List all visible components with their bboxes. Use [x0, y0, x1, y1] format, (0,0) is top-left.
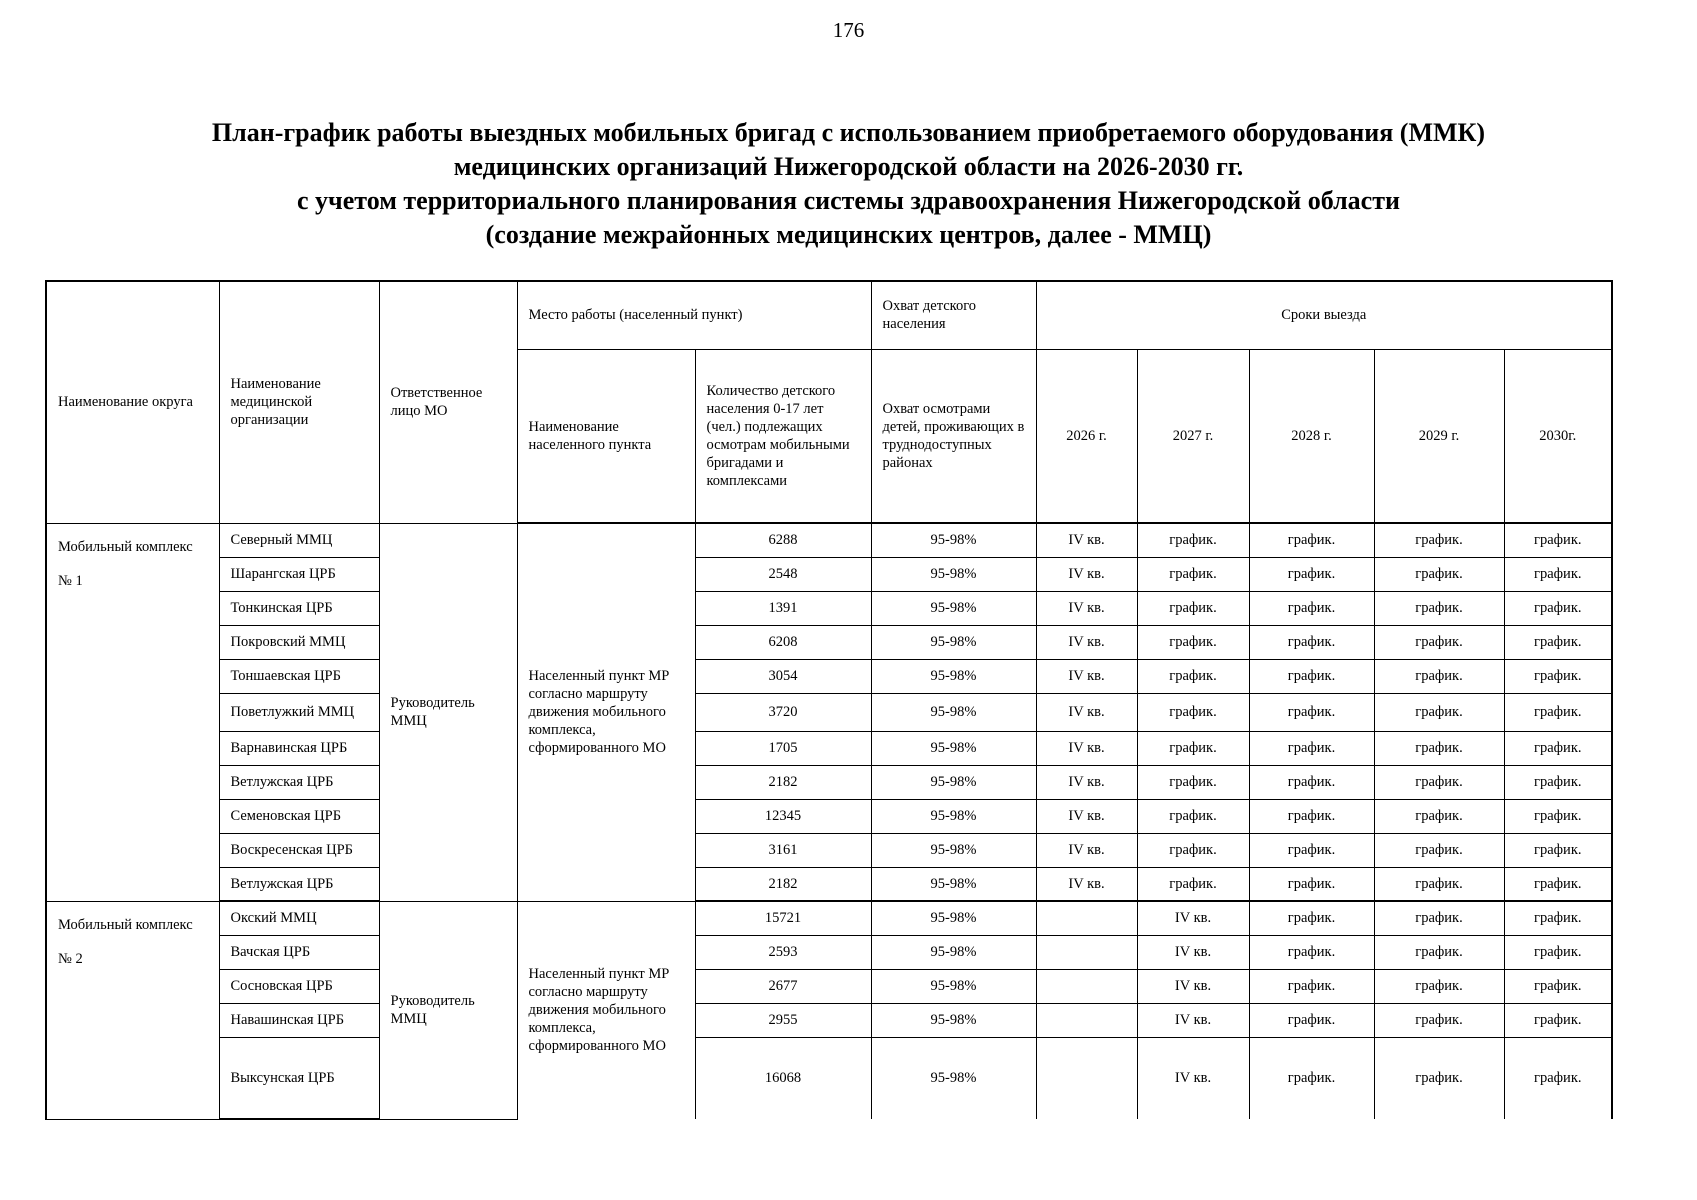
schedule-cell-2029: график.	[1374, 557, 1504, 591]
children-count-cell: 6288	[695, 523, 871, 557]
schedule-cell-2027: график.	[1137, 523, 1249, 557]
schedule-cell-2029: график.	[1374, 591, 1504, 625]
schedule-cell-2027: график.	[1137, 625, 1249, 659]
schedule-cell-2030: график.	[1504, 799, 1612, 833]
title-line-2: медицинских организаций Нижегородской области на 2026-2030 гг.	[453, 152, 1244, 181]
schedule-cell-2029: график.	[1374, 765, 1504, 799]
children-count-cell: 2677	[695, 969, 871, 1003]
header-workplace-group: Место работы (населенный пункт)	[517, 281, 871, 349]
schedule-cell-2027: график.	[1137, 867, 1249, 901]
schedule-cell-2030: график.	[1504, 901, 1612, 935]
schedule-cell-2028: график.	[1249, 867, 1374, 901]
header-dates-group: Сроки выезда	[1036, 281, 1612, 349]
schedule-cell-2027: график.	[1137, 659, 1249, 693]
coverage-cell: 95-98%	[871, 731, 1036, 765]
schedule-cell-2027: IV кв.	[1137, 935, 1249, 969]
children-count-cell: 1705	[695, 731, 871, 765]
coverage-cell: 95-98%	[871, 693, 1036, 731]
children-count-cell: 2593	[695, 935, 871, 969]
schedule-cell-2026: IV кв.	[1036, 659, 1137, 693]
schedule-cell-2028: график.	[1249, 799, 1374, 833]
page-number: 176	[832, 18, 865, 42]
schedule-cell-2027: график.	[1137, 765, 1249, 799]
title-line-1: План-график работы выездных мобильных бригад с использованием приобретаемого оборудования (ММК)	[211, 118, 1486, 147]
table-row	[46, 1003, 1612, 1037]
schedule-cell-2027: IV кв.	[1137, 901, 1249, 935]
header-year-2029: 2029 г.	[1374, 349, 1504, 523]
coverage-cell: 95-98%	[871, 625, 1036, 659]
children-count-cell: 2182	[695, 867, 871, 901]
schedule-cell-2026: IV кв.	[1036, 799, 1137, 833]
coverage-cell: 95-98%	[871, 799, 1036, 833]
organization-cell: Ветлужская ЦРБ	[219, 867, 379, 901]
schedule-cell-2030: график.	[1504, 867, 1612, 901]
schedule-cell-2029: график.	[1374, 901, 1504, 935]
schedule-cell-2028: график.	[1249, 625, 1374, 659]
header-coverage-group: Охват детского населения	[871, 281, 1036, 349]
schedule-cell-2029: график.	[1374, 935, 1504, 969]
header-year-2026: 2026 г.	[1036, 349, 1137, 523]
coverage-cell: 95-98%	[871, 591, 1036, 625]
schedule-cell-2027: график.	[1137, 591, 1249, 625]
children-count-cell: 6208	[695, 625, 871, 659]
schedule-cell-2027: график.	[1137, 557, 1249, 591]
responsible-cell: Руководитель ММЦ	[379, 901, 517, 1119]
organization-cell: Варнавинская ЦРБ	[219, 731, 379, 765]
organization-cell: Тоншаевская ЦРБ	[219, 659, 379, 693]
schedule-cell-2028: график.	[1249, 1037, 1374, 1119]
organization-cell: Тонкинская ЦРБ	[219, 591, 379, 625]
coverage-cell: 95-98%	[871, 1037, 1036, 1119]
schedule-cell-2028: график.	[1249, 591, 1374, 625]
organization-cell: Навашинская ЦРБ	[219, 1003, 379, 1037]
schedule-cell-2030: график.	[1504, 693, 1612, 731]
schedule-cell-2029: график.	[1374, 659, 1504, 693]
coverage-cell: 95-98%	[871, 969, 1036, 1003]
organization-cell: Семеновская ЦРБ	[219, 799, 379, 833]
schedule-cell-2030: график.	[1504, 935, 1612, 969]
schedule-cell-2029: график.	[1374, 799, 1504, 833]
schedule-cell-2026	[1036, 901, 1137, 935]
children-count-cell: 2548	[695, 557, 871, 591]
table-row	[46, 799, 1612, 833]
schedule-cell-2030: график.	[1504, 591, 1612, 625]
schedule-cell-2030: график.	[1504, 523, 1612, 557]
header-coverage: Охват осмотрами детей, проживающих в труднодоступных районах	[871, 349, 1036, 523]
schedule-cell-2028: график.	[1249, 969, 1374, 1003]
schedule-cell-2026: IV кв.	[1036, 833, 1137, 867]
table-row	[46, 867, 1612, 901]
schedule-cell-2030: график.	[1504, 557, 1612, 591]
schedule-cell-2029: график.	[1374, 731, 1504, 765]
schedule-cell-2027: график.	[1137, 731, 1249, 765]
schedule-cell-2026	[1036, 1003, 1137, 1037]
schedule-cell-2029: график.	[1374, 1037, 1504, 1119]
header-year-2028: 2028 г.	[1249, 349, 1374, 523]
schedule-cell-2028: график.	[1249, 659, 1374, 693]
children-count-cell: 15721	[695, 901, 871, 935]
document-title	[0, 116, 1697, 252]
organization-cell: Ветлужская ЦРБ	[219, 765, 379, 799]
schedule-cell-2029: график.	[1374, 969, 1504, 1003]
table-row	[46, 731, 1612, 765]
title-line-4: (создание межрайонных медицинских центров, далее - ММЦ)	[485, 220, 1212, 249]
children-count-cell: 12345	[695, 799, 871, 833]
schedule-cell-2028: график.	[1249, 1003, 1374, 1037]
organization-cell: Поветлужкий ММЦ	[219, 693, 379, 731]
table-row	[46, 523, 1612, 557]
coverage-cell: 95-98%	[871, 867, 1036, 901]
schedule-cell-2026: IV кв.	[1036, 765, 1137, 799]
coverage-cell: 95-98%	[871, 1003, 1036, 1037]
coverage-cell: 95-98%	[871, 935, 1036, 969]
schedule-cell-2027: график.	[1137, 833, 1249, 867]
schedule-cell-2028: график.	[1249, 523, 1374, 557]
schedule-cell-2026: IV кв.	[1036, 625, 1137, 659]
district-cell: Мобильный комплекс № 1	[46, 523, 219, 901]
organization-cell: Выксунская ЦРБ	[219, 1037, 379, 1119]
children-count-cell: 16068	[695, 1037, 871, 1119]
table-row	[46, 969, 1612, 1003]
schedule-cell-2029: график.	[1374, 693, 1504, 731]
schedule-cell-2026	[1036, 1037, 1137, 1119]
schedule-cell-2028: график.	[1249, 557, 1374, 591]
schedule-cell-2030: график.	[1504, 625, 1612, 659]
schedule-cell-2029: график.	[1374, 625, 1504, 659]
schedule-table	[45, 280, 1613, 1120]
table-row	[46, 557, 1612, 591]
settlement-cell: Населенный пункт МР согласно маршруту движения мобильного комплекса, сформированного МО	[517, 523, 695, 901]
schedule-cell-2026: IV кв.	[1036, 591, 1137, 625]
organization-cell: Вачская ЦРБ	[219, 935, 379, 969]
schedule-cell-2028: график.	[1249, 693, 1374, 731]
children-count-cell: 3161	[695, 833, 871, 867]
organization-cell: Окский ММЦ	[219, 901, 379, 935]
schedule-cell-2027: IV кв.	[1137, 969, 1249, 1003]
coverage-cell: 95-98%	[871, 833, 1036, 867]
header-year-2030: 2030г.	[1504, 349, 1612, 523]
schedule-cell-2029: график.	[1374, 867, 1504, 901]
table-row	[46, 765, 1612, 799]
children-count-cell: 2182	[695, 765, 871, 799]
schedule-cell-2028: график.	[1249, 901, 1374, 935]
table-row	[46, 935, 1612, 969]
schedule-cell-2027: график.	[1137, 693, 1249, 731]
header-district: Наименование округа	[46, 281, 219, 523]
schedule-cell-2026: IV кв.	[1036, 867, 1137, 901]
table-row	[46, 625, 1612, 659]
coverage-cell: 95-98%	[871, 901, 1036, 935]
schedule-cell-2029: график.	[1374, 1003, 1504, 1037]
schedule-cell-2030: график.	[1504, 731, 1612, 765]
schedule-cell-2026	[1036, 935, 1137, 969]
table-row	[46, 901, 1612, 935]
schedule-cell-2026: IV кв.	[1036, 693, 1137, 731]
table-row	[46, 591, 1612, 625]
title-line-3: с учетом территориального планирования системы здравоохранения Нижегородской области	[297, 186, 1400, 215]
schedule-cell-2028: график.	[1249, 935, 1374, 969]
table-row	[46, 1037, 1612, 1119]
table-row	[46, 659, 1612, 693]
organization-cell: Воскресенская ЦРБ	[219, 833, 379, 867]
schedule-cell-2027: график.	[1137, 799, 1249, 833]
header-responsible: Ответственное лицо МО	[379, 281, 517, 523]
organization-cell: Покровский ММЦ	[219, 625, 379, 659]
schedule-cell-2029: график.	[1374, 523, 1504, 557]
organization-cell: Северный ММЦ	[219, 523, 379, 557]
settlement-cell: Населенный пункт МР согласно маршруту движения мобильного комплекса, сформированного МО	[517, 901, 695, 1119]
header-year-2027: 2027 г.	[1137, 349, 1249, 523]
schedule-cell-2030: график.	[1504, 833, 1612, 867]
district-cell: Мобильный комплекс № 2	[46, 901, 219, 1119]
header-children-count: Количество детского населения 0-17 лет (чел.) подлежащих осмотрам мобильными бригадами и комплексами	[695, 349, 871, 523]
schedule-cell-2026	[1036, 969, 1137, 1003]
schedule-cell-2030: график.	[1504, 765, 1612, 799]
schedule-cell-2030: график.	[1504, 1003, 1612, 1037]
coverage-cell: 95-98%	[871, 765, 1036, 799]
schedule-cell-2026: IV кв.	[1036, 557, 1137, 591]
schedule-cell-2030: график.	[1504, 659, 1612, 693]
schedule-cell-2028: график.	[1249, 731, 1374, 765]
children-count-cell: 1391	[695, 591, 871, 625]
schedule-cell-2028: график.	[1249, 765, 1374, 799]
coverage-cell: 95-98%	[871, 557, 1036, 591]
table-row	[46, 693, 1612, 731]
schedule-cell-2026: IV кв.	[1036, 731, 1137, 765]
coverage-cell: 95-98%	[871, 523, 1036, 557]
coverage-cell: 95-98%	[871, 659, 1036, 693]
schedule-cell-2027: IV кв.	[1137, 1037, 1249, 1119]
organization-cell: Сосновская ЦРБ	[219, 969, 379, 1003]
schedule-cell-2030: график.	[1504, 1037, 1612, 1119]
schedule-cell-2026: IV кв.	[1036, 523, 1137, 557]
children-count-cell: 3720	[695, 693, 871, 731]
children-count-cell: 3054	[695, 659, 871, 693]
schedule-cell-2028: график.	[1249, 833, 1374, 867]
header-settlement: Наименование населенного пункта	[517, 349, 695, 523]
schedule-cell-2030: график.	[1504, 969, 1612, 1003]
organization-cell: Шарангская ЦРБ	[219, 557, 379, 591]
header-organization: Наименование медицинской организации	[219, 281, 379, 523]
table-row	[46, 833, 1612, 867]
children-count-cell: 2955	[695, 1003, 871, 1037]
schedule-cell-2029: график.	[1374, 833, 1504, 867]
responsible-cell: Руководитель ММЦ	[379, 523, 517, 901]
schedule-cell-2027: IV кв.	[1137, 1003, 1249, 1037]
